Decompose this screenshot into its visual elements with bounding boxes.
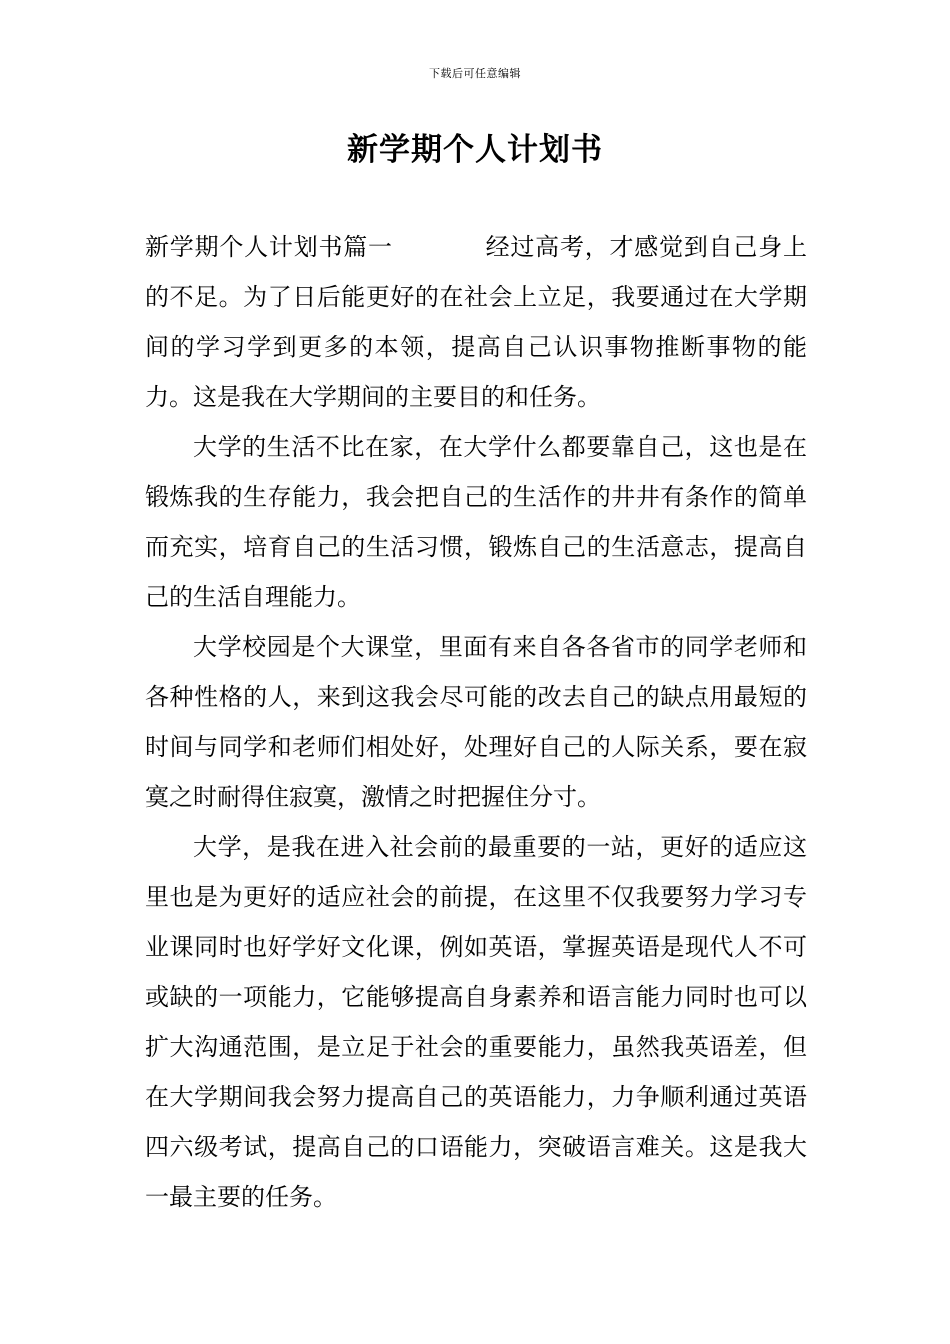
- paragraph-3: 大学校园是个大课堂，里面有来自各各省市的同学老师和各种性格的人，来到这我会尽可能的改去自己的缺点用最短的时间与同学和老师们相处好，处理好自己的人际关系，要在寂寞之时耐得住寂寞，激情之时把握住分寸。: [145, 633, 807, 811]
- paragraph-1-text: 经过高考，才感觉到自己身上的不足。为了日后能更好的在社会上立足，我要通过在大学期间的学习学到更多的本领，提高自己认识事物推断事物的能力。这是我在大学期间的主要目的和任务。: [145, 233, 808, 411]
- document-title: 新学期个人计划书: [347, 132, 603, 168]
- section-label: 新学期个人计划书篇一: [145, 233, 393, 261]
- paragraph-4: 大学，是我在进入社会前的最重要的一站，更好的适应这里也是为更好的适应社会的前提，在这里不仅我要努力学习专业课同时也好学好文化课，例如英语，掌握英语是现代人不可或缺的一项能力，它能够提高自身素养和语言能力同时也可以扩大沟通范围，是立足于社会的重要能力，虽然我英语差，但在大学期间我会努力提高自己的英语能力，力争顺利通过英语四六级考试，提高自己的口语能力，突破语言难关。这是我大一最主要的任务。: [145, 833, 807, 1211]
- paragraph-2: 大学的生活不比在家，在大学什么都要靠自己，这也是在锻炼我的生存能力，我会把自己的生活作的井井有条作的简单而充实，培育自己的生活习惯，锻炼自己的生活意志，提高自己的生活自理能力。: [145, 433, 807, 611]
- document-body: [145, 222, 807, 1222]
- header-note: 下载后可任意编辑: [429, 67, 521, 80]
- paragraph-1: [145, 222, 807, 422]
